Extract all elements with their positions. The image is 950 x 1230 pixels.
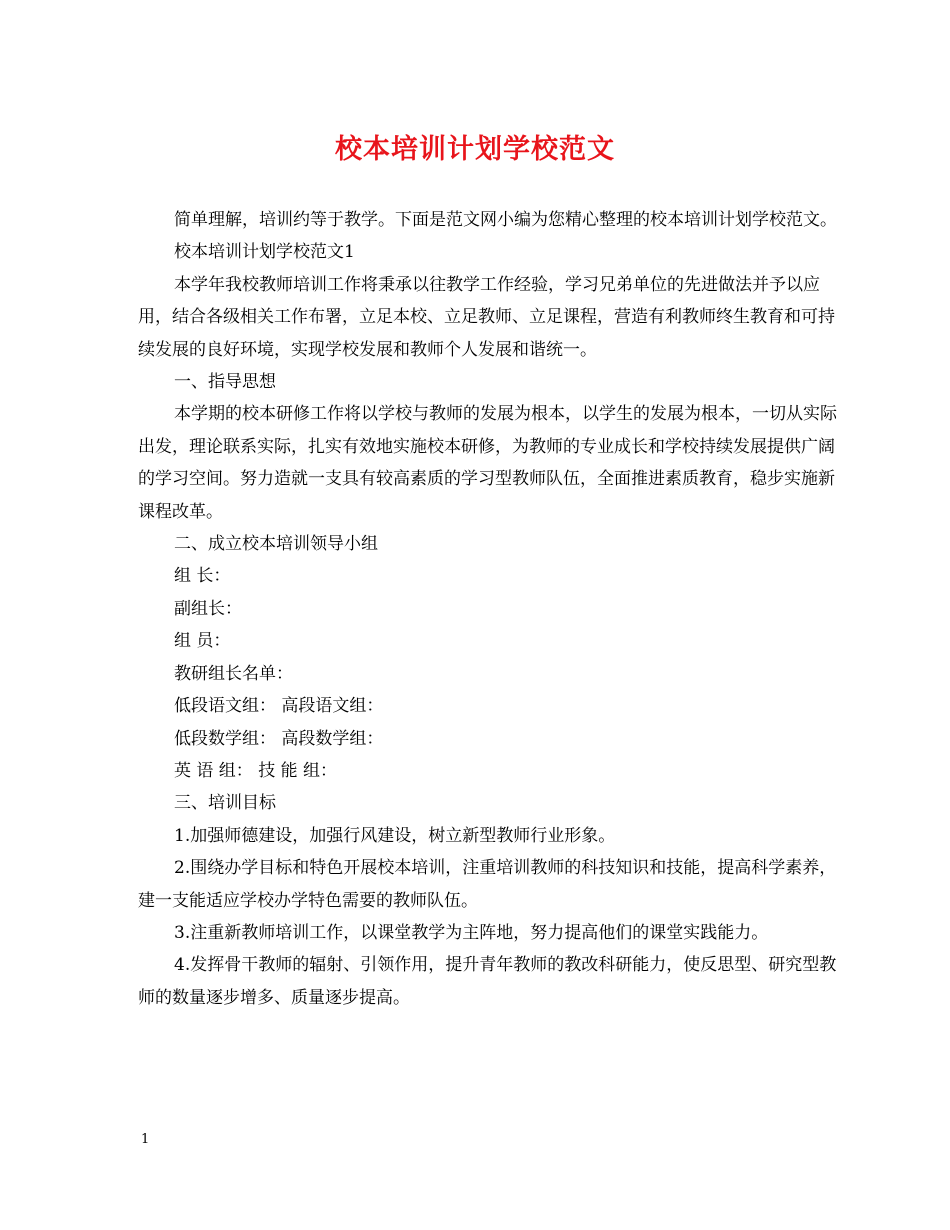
page-number: 1 [141,1132,150,1147]
goal-item: 4.发挥骨干教师的辐射、引领作用，提升青年教师的教改科研能力，使反思型、研究型教师的数量逐步增多、质量逐步提高。 [138,955,837,1008]
body-paragraph: 本学期的校本研修工作将以学校与教师的发展为根本，以学生的发展为根本，一切从实际出发，理论联系实际，扎实有效地实施校本研修，为教师的专业成长和学校持续发展提供广阔的学习空间。努力造就一支具有较高素质的学习型教师队伍，全面推进素质教育，稳步实施新课程改革。 [138,404,837,522]
deputy-leader-line: 副组长： [174,598,242,619]
math-groups-line: 低段数学组： 高段数学组： [174,728,384,749]
section-heading-leadership-group: 二、成立校本培训领导小组 [174,534,378,555]
sample-heading: 校本培训计划学校范文1 [174,242,355,263]
document-title: 校本培训计划学校范文 [335,134,615,165]
section-heading-training-goals: 三、培训目标 [174,793,276,814]
goal-item: 3.注重新教师培训工作，以课堂教学为主阵地，努力提高他们的课堂实践能力。 [174,922,769,943]
english-skills-groups-line: 英 语 组： 技 能 组： [174,760,338,781]
members-line: 组 员： [174,631,231,652]
section-heading-guiding-ideas: 一、指导思想 [174,372,276,393]
document-body [138,204,838,1014]
body-paragraph: 本学年我校教师培训工作将秉承以往教学工作经验，学习兄弟单位的先进做法并予以应用，结合各级相关工作布署，立足本校、立足教师、立足课程，营造有利教师终生教育和可持续发展的良好环境，实现学校发展和教师个人发展和谐统一。 [138,274,835,360]
leader-line: 组 长： [174,566,231,587]
intro-paragraph: 简单理解，培训约等于教学。下面是范文网小编为您精心整理的校本培训计划学校范文。 [174,210,837,230]
goal-item: 2.围绕办学目标和特色开展校本培训，注重培训教师的科技知识和技能，提高科学素养，建一支能适应学校办学特色需要的教师队伍。 [138,858,837,911]
group-leaders-line: 教研组长名单： [174,663,293,684]
goal-item: 1.加强师德建设，加强行风建设，树立新型教师行业形象。 [174,825,616,846]
chinese-groups-line: 低段语文组： 高段语文组： [174,696,384,717]
